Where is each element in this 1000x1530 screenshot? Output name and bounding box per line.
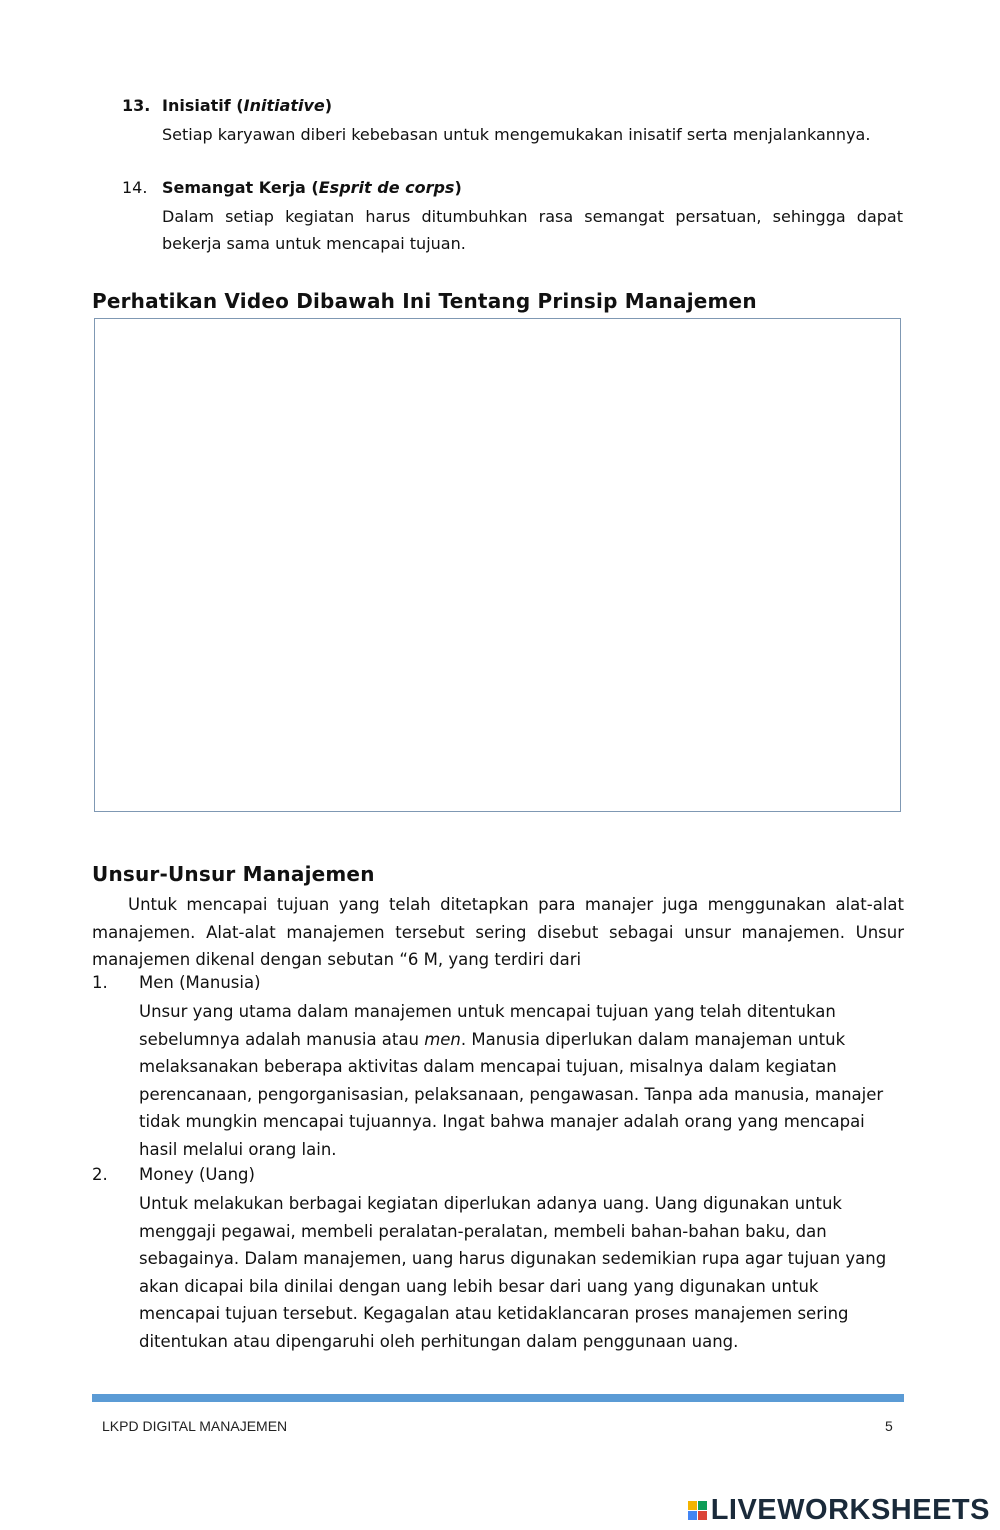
unsur-intro-paragraph: Untuk mencapai tujuan yang telah ditetapkan para manajer juga menggunakan alat-alat manajemen. Alat-alat manajemen tersebut sering disebut sebagai unsur manajemen. Unsur manajemen dikenal dengan sebutan “6 M, yang terdiri dari — [92, 895, 904, 969]
item-14-description: Dalam setiap kegiatan harus ditumbuhkan rasa semangat persatuan, sehingga dapat bekerja sama untuk mencapai tujuan. — [162, 207, 903, 253]
unsur-item-1-number: 1. — [92, 973, 108, 992]
item-13-title: Inisiatif (Initiative) — [162, 96, 333, 115]
footer-page-number: 5 — [885, 1418, 893, 1434]
footer-divider-bar — [92, 1394, 904, 1402]
unsur-item-2-title: Money (Uang) — [139, 1165, 255, 1184]
item-14-number: 14. — [122, 178, 148, 197]
unsur-item-1-title: Men (Manusia) — [139, 973, 261, 992]
liveworksheets-logo-icon — [688, 1501, 707, 1520]
video-section-heading: Perhatikan Video Dibawah Ini Tentang Prinsip Manajemen — [92, 289, 757, 313]
item-13-number: 13. — [122, 96, 151, 115]
unsur-item-2-number: 2. — [92, 1165, 108, 1184]
video-embed-frame[interactable] — [94, 318, 901, 812]
footer-title: LKPD DIGITAL MANAJEMEN — [102, 1418, 288, 1434]
item-13-description: Setiap karyawan diberi kebebasan untuk mengemukakan inisatif serta menjalankannya. — [162, 125, 871, 144]
brand-name: LIVEWORKSHEETS — [710, 1494, 990, 1526]
unsur-section-heading: Unsur-Unsur Manajemen — [92, 862, 375, 886]
unsur-item-1-text: Unsur yang utama dalam manajemen untuk mencapai tujuan yang telah ditentukan sebelumnya adalah manusia atau men. Manusia diperlukan dalam manajeman untuk melaksanakan beberapa aktivitas dalam mencapai tujuan, misalnya dalam kegiatan perencanaan, pengorganisasian, pelaksanaan, pengawasan. Tanpa ada manusia, manajer tidak mungkin mencapai tujuannya. Ingat bahwa manajer adalah orang yang mencapai hasil melalui orang lain. — [139, 1002, 884, 1159]
unsur-item-2-text: Untuk melakukan berbagai kegiatan diperlukan adanya uang. Uang digunakan untuk menggaji pegawai, membeli peralatan-peralatan, membeli bahan-bahan baku, dan sebagainya. Dalam manajemen, uang harus digunakan sedemikian rupa agar tujuan yang akan dicapai bila dinilai dengan uang lebih besar dari uang yang digunakan untuk mencapai tujuan tersebut. Kegagalan atau ketidaklancaran proses manajemen sering ditentukan atau dipengaruhi oleh perhitungan dalam penggunaan uang. — [139, 1194, 887, 1351]
item-14-title: Semangat Kerja (Esprit de corps) — [162, 178, 462, 197]
liveworksheets-brand — [688, 1494, 990, 1527]
